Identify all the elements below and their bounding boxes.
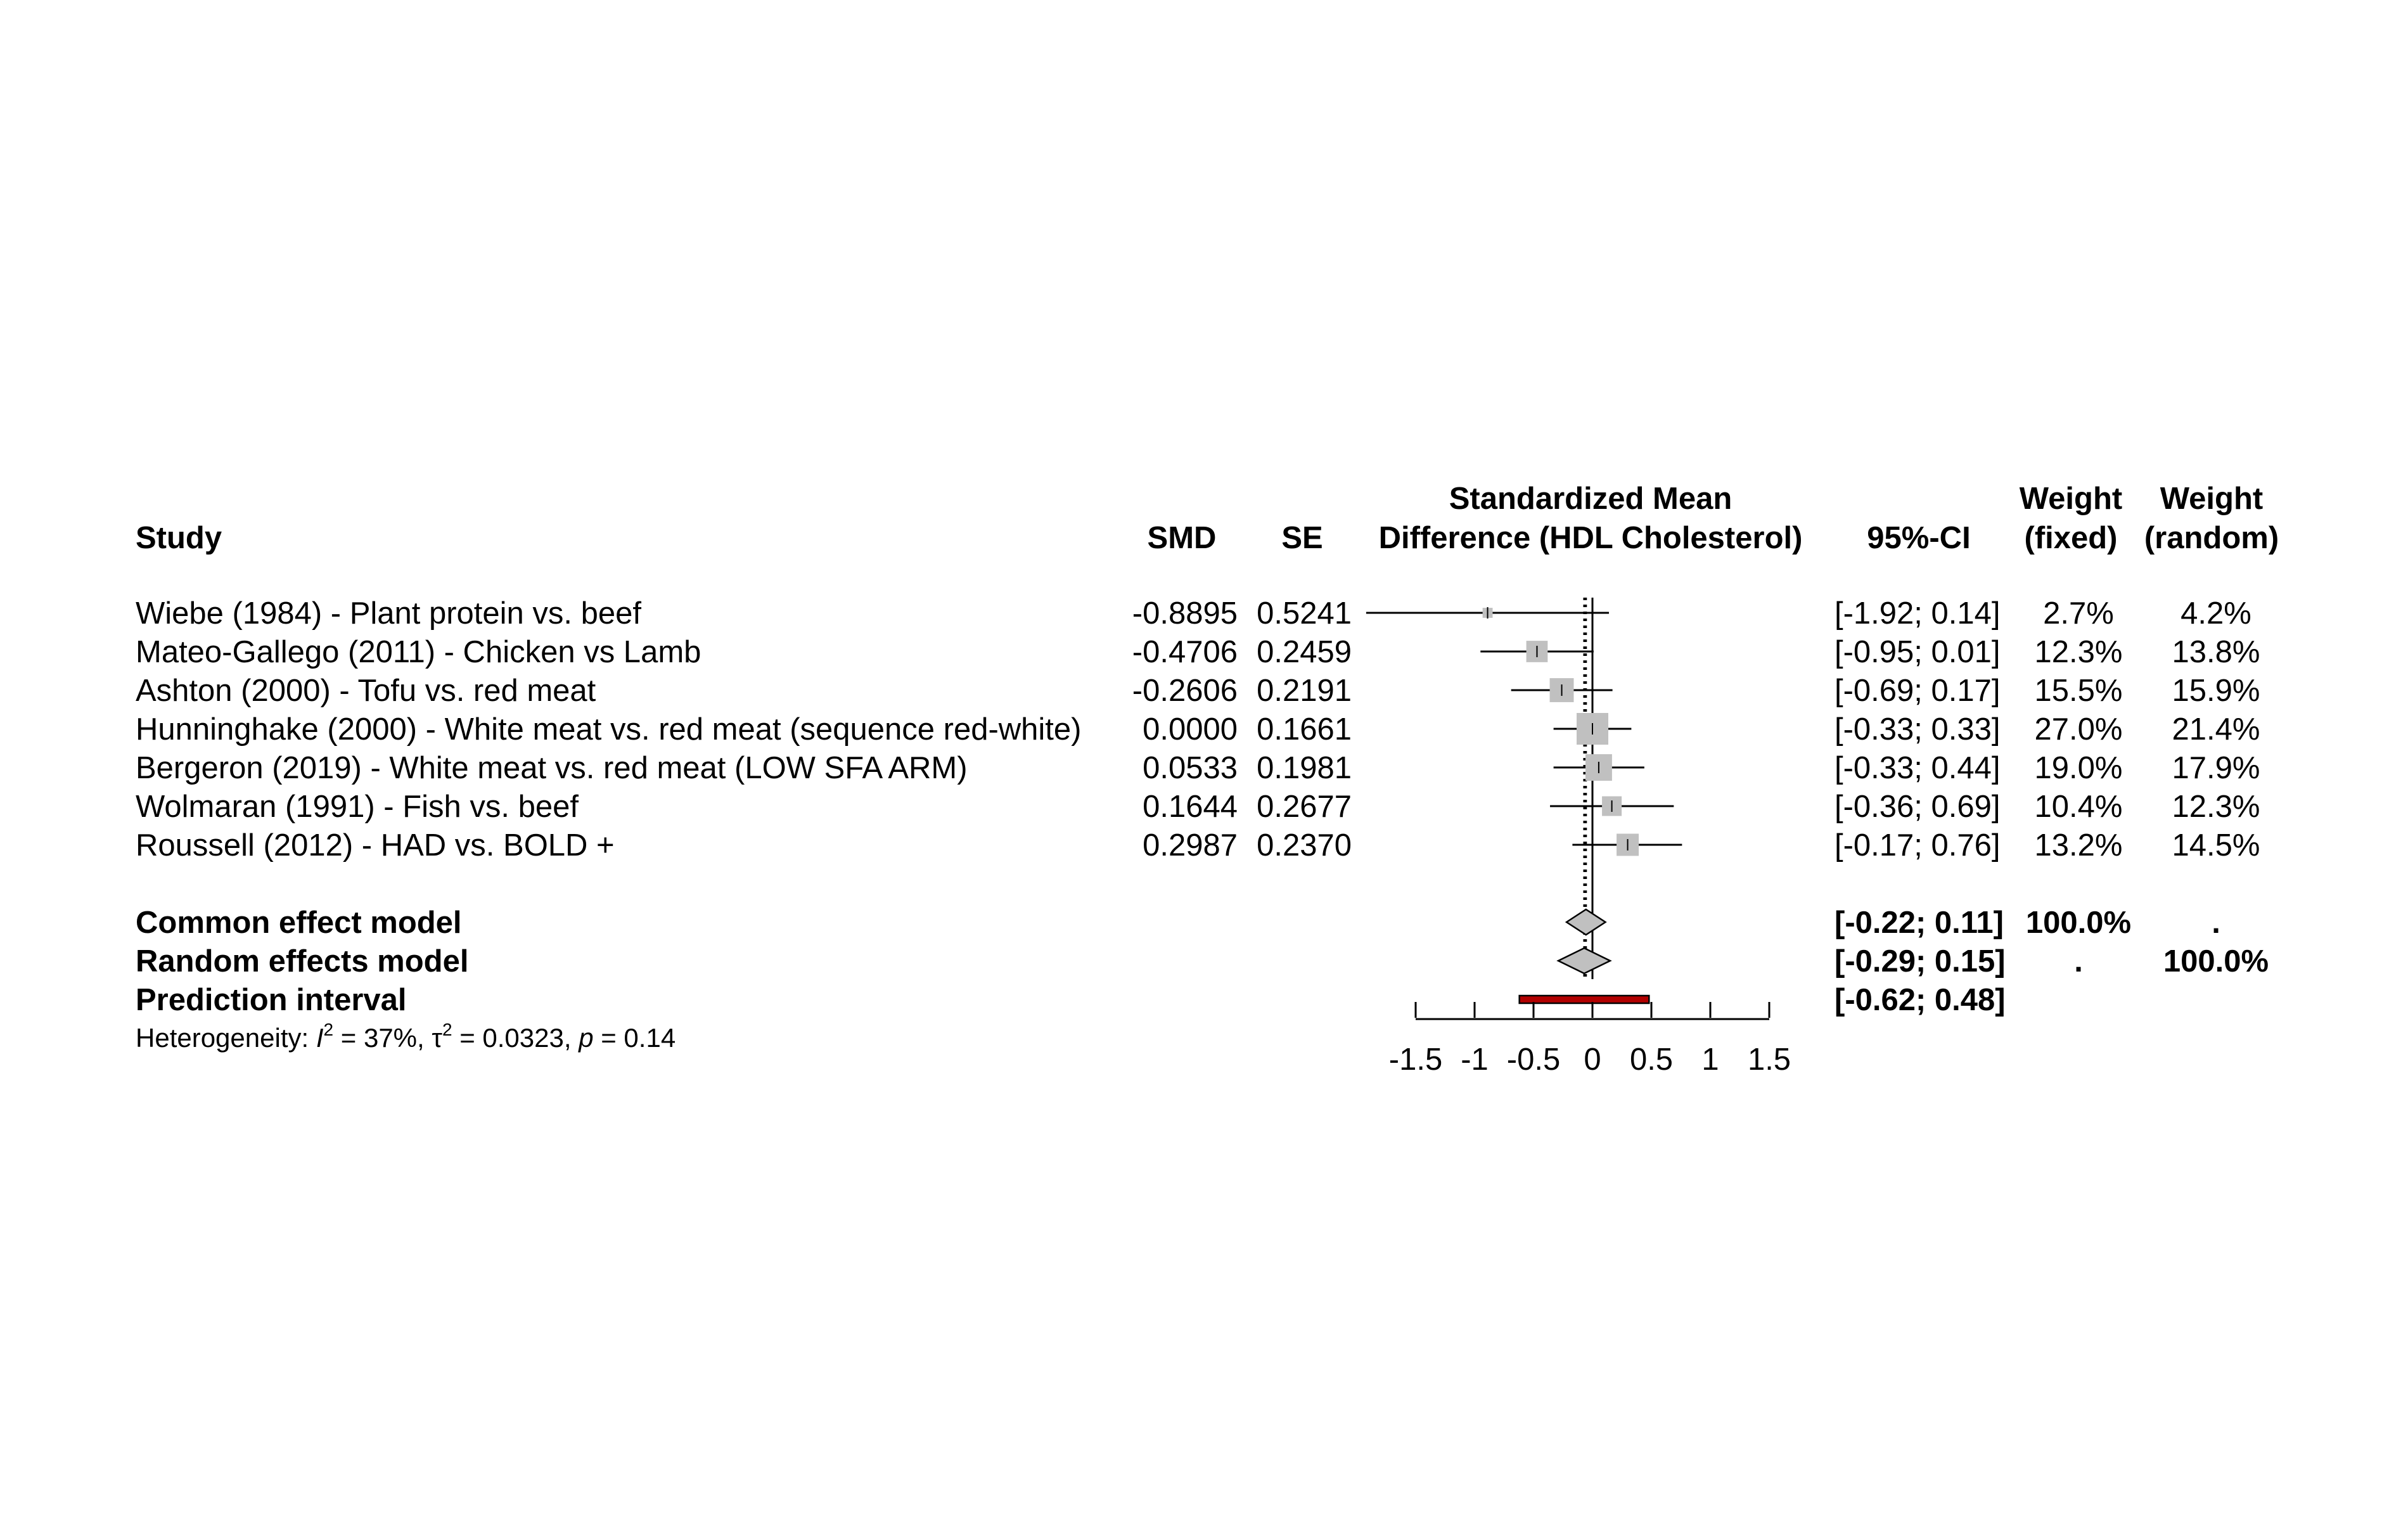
study-se: 0.2370 — [1257, 828, 1352, 863]
study-label: Wiebe (1984) - Plant protein vs. beef — [136, 596, 642, 631]
study-label: Mateo-Gallego (2011) - Chicken vs Lamb — [136, 635, 701, 669]
random-effects-weight-random: 100.0% — [2163, 944, 2269, 979]
study-weight-fixed: 10.4% — [2034, 790, 2123, 824]
study-se: 0.2191 — [1257, 674, 1352, 708]
study-label: Ashton (2000) - Tofu vs. red meat — [136, 674, 596, 708]
study-ci: [-0.33; 0.44] — [1835, 751, 2001, 785]
x-axis-tick-label: 1.5 — [1747, 1043, 1791, 1077]
common-effect-diamond — [1566, 909, 1605, 935]
x-axis-tick-label: 0.5 — [1629, 1043, 1674, 1077]
study-se: 0.2459 — [1257, 635, 1352, 669]
header-weight-random-line2: (random) — [2144, 521, 2279, 555]
common-effect-label: Common effect model — [136, 906, 462, 940]
study-weight-fixed: 13.2% — [2034, 828, 2123, 863]
summary-text-rows — [136, 906, 2269, 1017]
study-weight-random: 12.3% — [2172, 790, 2260, 824]
study-weight-fixed: 12.3% — [2034, 635, 2123, 669]
prediction-interval-bar — [1520, 996, 1649, 1003]
study-smd: 0.1644 — [1143, 790, 1238, 824]
prediction-interval-label: Prediction interval — [136, 983, 407, 1017]
prediction-interval-ci: [-0.62; 0.48] — [1835, 983, 2006, 1017]
study-text-rows — [136, 596, 2260, 863]
x-axis-tick-label: -1.5 — [1388, 1043, 1443, 1077]
random-effects-weight-fixed: . — [2074, 944, 2083, 979]
study-label: Roussell (2012) - HAD vs. BOLD + — [136, 828, 615, 863]
header-plot-line1: Standardized Mean — [1449, 482, 1732, 516]
study-weight-fixed: 19.0% — [2034, 751, 2123, 785]
heterogeneity-text: Heterogeneity: $I^2 = 37\%$, $\tau^2 = 0.0323$, p = 0.14 — [136, 1020, 676, 1053]
x-axis-tick-label: -0.5 — [1506, 1043, 1561, 1077]
study-label: Wolmaran (1991) - Fish vs. beef — [136, 790, 579, 824]
study-weight-fixed: 2.7% — [2043, 596, 2114, 631]
header-weight-fixed-line2: (fixed) — [2024, 521, 2118, 555]
study-smd: 0.0533 — [1143, 751, 1238, 785]
random-effects-diamond — [1558, 948, 1610, 973]
x-axis-tick-label: 0 — [1584, 1043, 1601, 1077]
study-smd: -0.8895 — [1132, 596, 1238, 631]
study-smd: -0.4706 — [1132, 635, 1238, 669]
study-se: 0.2677 — [1257, 790, 1352, 824]
common-effect-ci: [-0.22; 0.11] — [1835, 906, 2004, 940]
study-ci: [-0.17; 0.76] — [1835, 828, 2001, 863]
random-effects-ci: [-0.29; 0.15] — [1835, 944, 2006, 979]
study-ci: [-0.95; 0.01] — [1835, 635, 2001, 669]
study-weight-fixed: 15.5% — [2034, 674, 2123, 708]
header-se: SE — [1281, 521, 1323, 555]
header-plot-line2: Difference (HDL Cholesterol) — [1378, 521, 1803, 555]
study-ci: [-0.33; 0.33] — [1835, 712, 2001, 747]
header-smd: SMD — [1147, 521, 1217, 555]
study-se: 0.1661 — [1257, 712, 1352, 747]
study-ci: [-1.92; 0.14] — [1835, 596, 2001, 631]
study-weight-random: 15.9% — [2172, 674, 2260, 708]
study-smd: 0.2987 — [1143, 828, 1238, 863]
study-smd: -0.2606 — [1132, 674, 1238, 708]
header-weight-random-line1: Weight — [2160, 482, 2264, 516]
study-se: 0.1981 — [1257, 751, 1352, 785]
study-label: Bergeron (2019) - White meat vs. red meat (LOW SFA ARM) — [136, 751, 968, 785]
study-weight-random: 13.8% — [2172, 635, 2260, 669]
forest-plot-area — [1366, 598, 1791, 1077]
study-label: Hunninghake (2000) - White meat vs. red meat (sequence red-white) — [136, 712, 1082, 747]
common-effect-weight-random: . — [2212, 906, 2220, 940]
study-weight-fixed: 27.0% — [2034, 712, 2123, 747]
x-axis-tick-label: -1 — [1461, 1043, 1489, 1077]
study-weight-random: 14.5% — [2172, 828, 2260, 863]
study-weight-random: 21.4% — [2172, 712, 2260, 747]
study-se: 0.5241 — [1257, 596, 1352, 631]
header-ci: 95%-CI — [1867, 521, 1971, 555]
study-ci: [-0.36; 0.69] — [1835, 790, 2001, 824]
study-weight-random: 4.2% — [2181, 596, 2251, 631]
study-smd: 0.0000 — [1143, 712, 1238, 747]
study-ci: [-0.69; 0.17] — [1835, 674, 2001, 708]
header-study: Study — [136, 521, 222, 555]
study-weight-random: 17.9% — [2172, 751, 2260, 785]
x-axis-tick-label: 1 — [1701, 1043, 1719, 1077]
header-weight-fixed-line1: Weight — [2019, 482, 2123, 516]
common-effect-weight-fixed: 100.0% — [2025, 906, 2132, 940]
random-effects-label: Random effects model — [136, 944, 469, 979]
